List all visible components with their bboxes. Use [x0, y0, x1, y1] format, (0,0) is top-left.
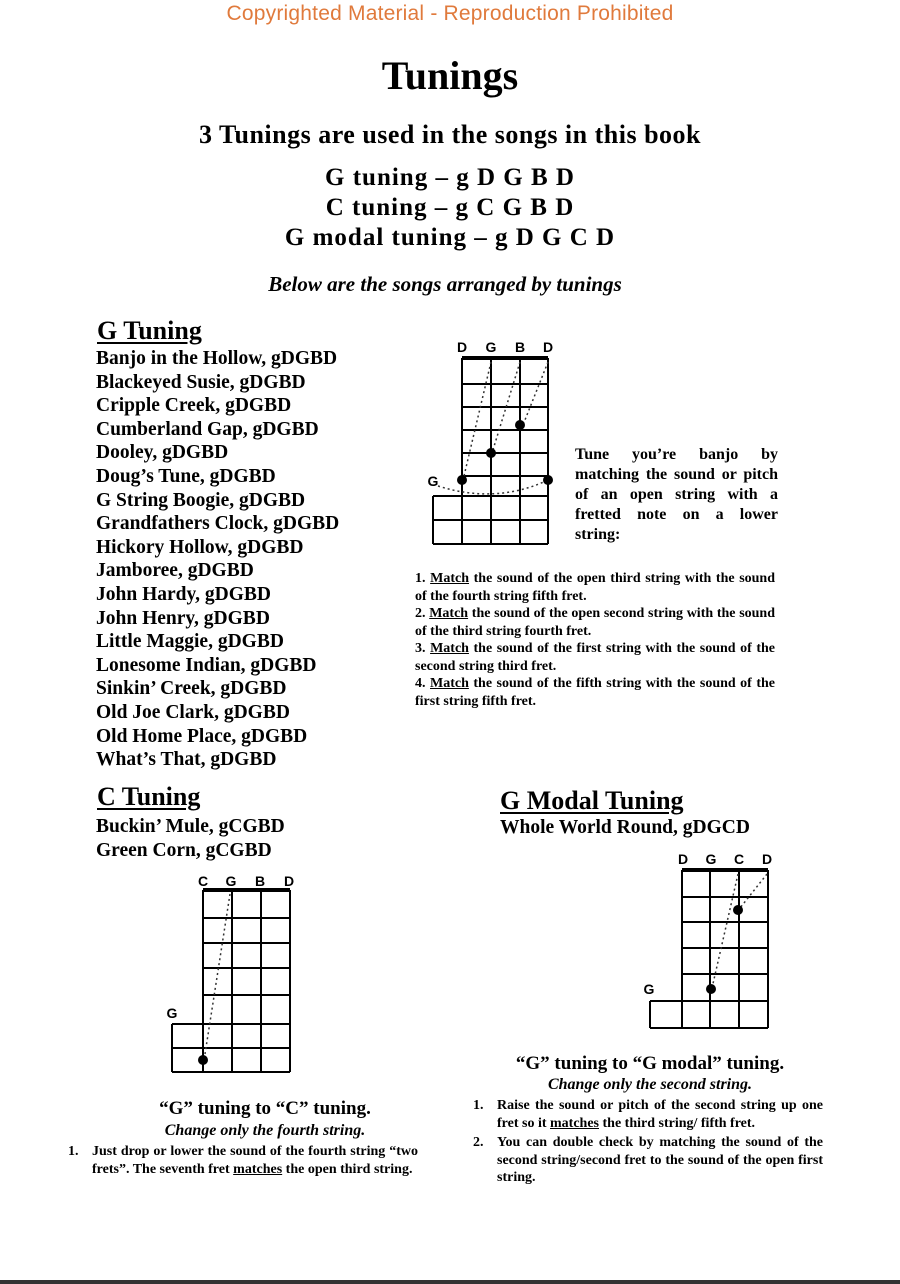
list-item: Little Maggie, gDGBD	[96, 631, 284, 653]
list-item: 1. Match the sound of the open third string with the sound of the fourth string fifth fret.	[415, 571, 776, 604]
c-tuning-subcaption: Change only the fourth string.	[164, 1122, 366, 1139]
list-item: G String Boogie, gDGBD	[96, 489, 306, 511]
list-item: John Hardy, gDGBD	[96, 583, 271, 605]
list-item: Banjo in the Hollow, gDGBD	[96, 348, 338, 369]
g-modal-tuning-song-list	[500, 816, 750, 840]
match-link[interactable]: Match	[430, 676, 469, 691]
fifth-string-label: G	[166, 1005, 178, 1021]
c-tuning-heading: C Tuning	[97, 782, 201, 811]
g-modal-tuning-caption: “G” tuning to “G modal” tuning.	[515, 1053, 785, 1074]
match-link[interactable]: Match	[429, 606, 469, 621]
list-item: Cumberland Gap, gDGBD	[96, 418, 319, 440]
fifth-string-label: G	[427, 473, 439, 489]
page-subtitle: 3 Tunings are used in the songs in this book	[199, 120, 701, 149]
string-label: D	[456, 339, 468, 355]
c-tuning-song-list	[96, 815, 285, 862]
list-item: Blackeyed Susie, gDGBD	[96, 371, 306, 393]
string-label: B	[254, 873, 266, 889]
string-label: C	[197, 873, 209, 889]
tune-instructions: Tune you’re banjo by matching the sound or pitch of an open string with a fretted note on a lower string:	[575, 446, 778, 543]
string-label: D	[761, 851, 773, 867]
g-tuning-fretboard-diagram	[420, 336, 570, 556]
page-title: Tunings	[381, 53, 519, 98]
list-item: Cripple Creek, gDGBD	[96, 395, 292, 417]
intro-text: Below are the songs arranged by tunings	[268, 272, 622, 296]
copyright-watermark: Copyrighted Material - Reproduction Prohibited	[226, 2, 674, 25]
list-item: Jamboree, gDGBD	[96, 560, 254, 582]
page-bottom-border	[0, 1280, 900, 1284]
list-item: Green Corn, gCGBD	[96, 839, 272, 861]
c-tuning-caption: “G” tuning to “C” tuning.	[159, 1098, 371, 1119]
tuning-line-g: G tuning – g D G B D	[325, 164, 575, 191]
fifth-string-label: G	[643, 981, 655, 997]
matches-link[interactable]: matches	[550, 1115, 599, 1131]
match-link[interactable]: Match	[430, 571, 470, 586]
tuning-line-g-modal: G modal tuning – g D G C D	[284, 224, 616, 251]
g-modal-tuning-heading: G Modal Tuning	[500, 786, 684, 815]
list-item: Old Home Place, gDGBD	[96, 725, 308, 747]
matches-link[interactable]: matches	[233, 1161, 283, 1177]
string-label: D	[542, 339, 554, 355]
list-item: What’s That, gDGBD	[96, 749, 277, 771]
string-label: C	[733, 851, 745, 867]
list-item: 2. You can double check by matching the sound of the second string/second fret to the sound of the open first string.	[473, 1135, 823, 1185]
list-item: Grandfathers Clock, gDGBD	[96, 513, 340, 535]
g-modal-tuning-fretboard-diagram	[640, 848, 780, 1032]
list-item: 4. Match the sound of the fifth string with the sound of the first string fifth fret.	[415, 676, 776, 709]
list-item: 3. Match the sound of the first string with the sound of the second string third fret.	[415, 641, 775, 674]
g-tuning-song-list	[96, 347, 339, 772]
c-tuning-fretboard-diagram	[160, 868, 300, 1078]
match-link[interactable]: Match	[430, 641, 469, 656]
string-label: G	[485, 339, 497, 355]
g-modal-tuning-steps	[473, 1097, 823, 1187]
string-label: D	[283, 873, 295, 889]
list-item: Lonesome Indian, gDGBD	[96, 654, 317, 676]
g-tuning-heading: G Tuning	[97, 316, 202, 345]
list-item: Hickory Hollow, gDGBD	[96, 536, 304, 558]
list-item: Whole World Round, gDGCD	[500, 817, 750, 838]
list-item: Old Joe Clark, gDGBD	[96, 701, 290, 723]
list-item: Dooley, gDGBD	[96, 442, 229, 464]
list-item: Buckin’ Mule, gCGBD	[96, 816, 285, 837]
list-item: John Henry, gDGBD	[96, 607, 270, 629]
string-label: G	[705, 851, 717, 867]
list-item: Sinkin’ Creek, gDGBD	[96, 678, 287, 700]
string-label: D	[677, 851, 689, 867]
list-item: 1. Raise the sound or pitch of the second string up one fret so it matches the third string/ fifth fret.	[473, 1098, 823, 1131]
list-item: Doug’s Tune, gDGBD	[96, 465, 276, 487]
g-tuning-steps	[415, 570, 775, 710]
tuning-line-c: C tuning – g C G B D	[325, 194, 575, 221]
g-modal-tuning-subcaption: Change only the second string.	[547, 1076, 753, 1093]
string-label: B	[514, 339, 526, 355]
list-item: 1. Just drop or lower the sound of the fourth string “two frets”. The seventh fret matches the open third string.	[68, 1144, 418, 1177]
list-item: 2. Match the sound of the open second string with the sound of the third string fourth fret.	[415, 606, 775, 639]
c-tuning-steps	[68, 1143, 418, 1178]
string-label: G	[225, 873, 237, 889]
